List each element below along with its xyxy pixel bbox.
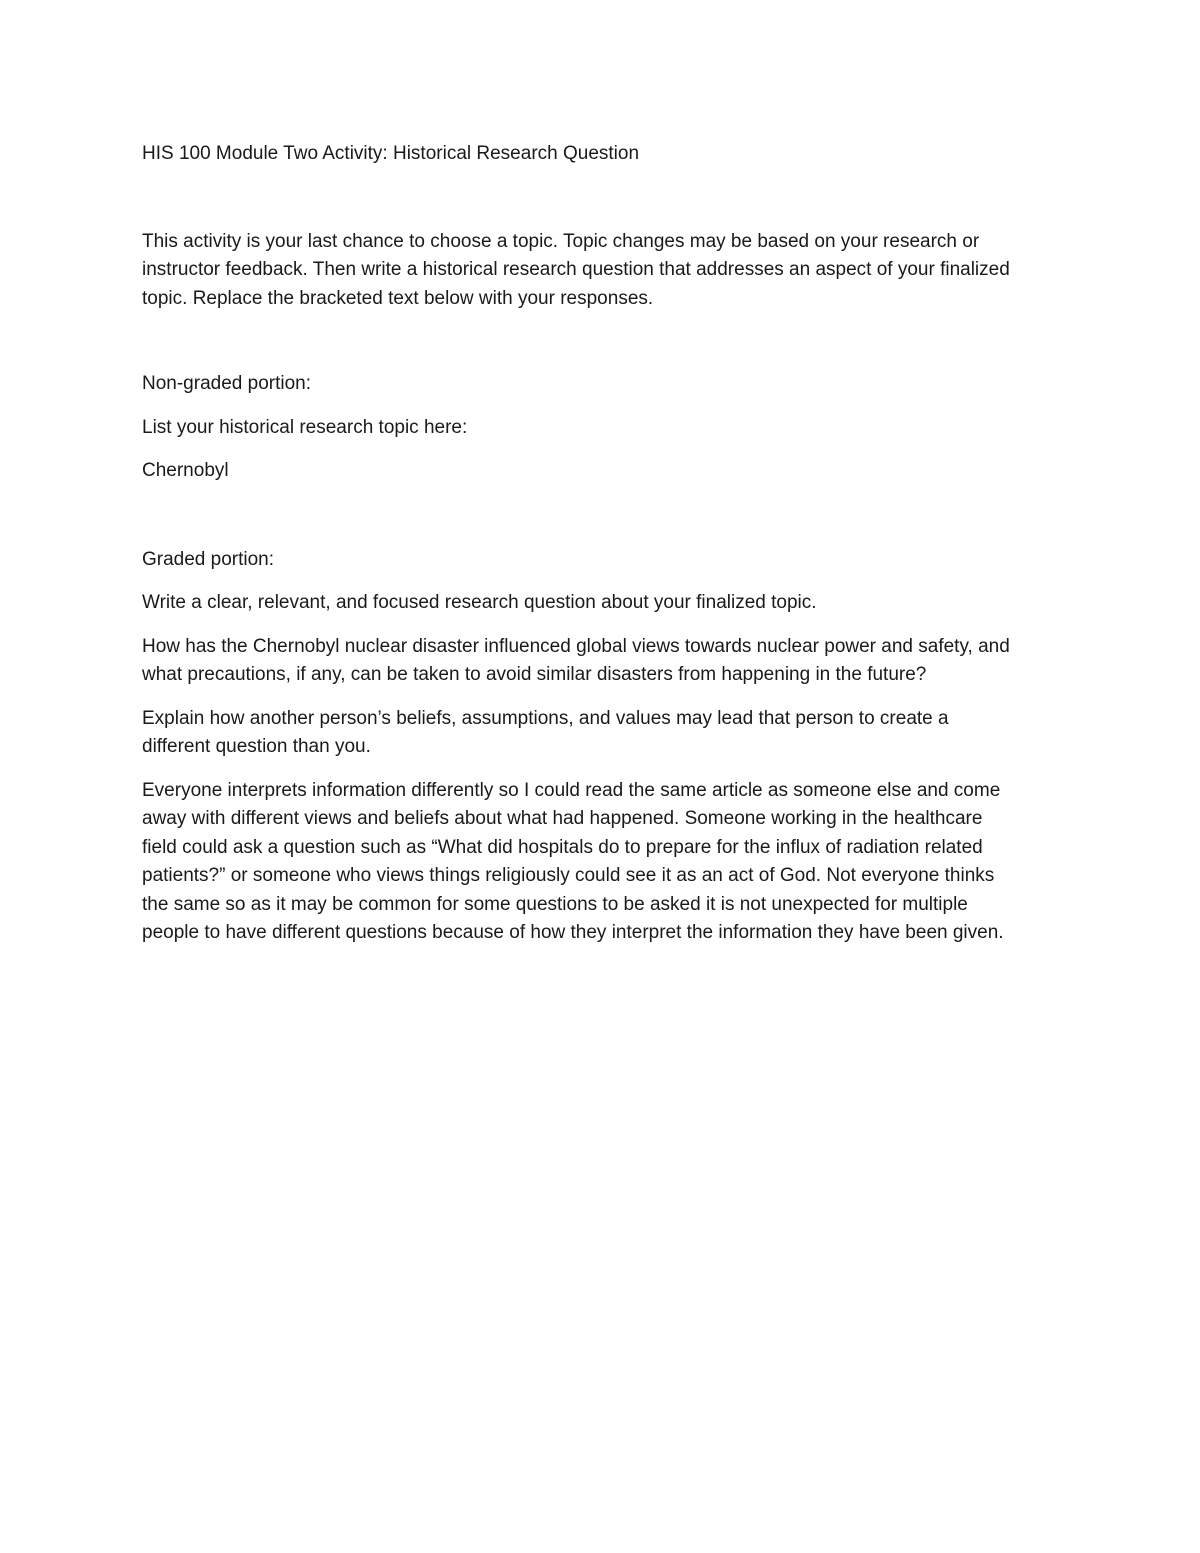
- spacer: [142, 690, 1072, 705]
- spacer: [142, 618, 1072, 633]
- document-body: [142, 140, 1072, 948]
- graded-heading: Graded portion:: [142, 548, 275, 570]
- explain-prompt-line: different question than you.: [142, 736, 371, 757]
- intro-paragraph: [142, 228, 1072, 314]
- question-answer-line: How has the Chernobyl nuclear disaster influenced global views towards nuclear power and safety, and: [142, 635, 1010, 657]
- topic-prompt: List your historical research topic here:: [142, 416, 468, 438]
- non-graded-heading: Non-graded portion:: [142, 373, 311, 394]
- explain-answer-line: people to have different questions because of how they interpret the information they have been given.: [142, 922, 1004, 943]
- document-title: HIS 100 Module Two Activity: Historical Research Question: [142, 143, 640, 164]
- intro-line: topic. Replace the bracketed text below with your responses.: [142, 287, 654, 309]
- spacer: [142, 442, 1072, 457]
- explain-prompt-line: Explain how another person’s beliefs, assumptions, and values may lead that person to create a: [142, 707, 949, 729]
- explain-answer: [142, 777, 1072, 948]
- explain-answer-line: field could ask a question such as “What did hospitals do to prepare for the influx of radiation related: [142, 836, 983, 858]
- topic-answer: Chernobyl: [142, 460, 229, 481]
- spacer: [142, 762, 1072, 777]
- question-prompt: Write a clear, relevant, and focused research question about your finalized topic.: [142, 592, 817, 613]
- explain-answer-line: Everyone interprets information differently so I could read the same article as someone else and come: [142, 779, 1001, 801]
- spacer: [142, 169, 1072, 228]
- explain-prompt: [142, 705, 1072, 762]
- spacer: [142, 486, 1072, 546]
- intro-line: instructor feedback. Then write a historical research question that addresses an aspect of your finalized: [142, 259, 1010, 280]
- spacer: [142, 399, 1072, 414]
- question-answer: [142, 633, 1072, 690]
- question-answer-line: what precautions, if any, can be taken to avoid similar disasters from happening in the future?: [142, 664, 927, 685]
- explain-answer-line: the same so as it may be common for some questions to be asked it is not unexpected for multiple: [142, 893, 968, 915]
- spacer: [142, 313, 1072, 370]
- intro-line: This activity is your last chance to choose a topic. Topic changes may be based on your research or: [142, 230, 980, 252]
- spacer: [142, 574, 1072, 589]
- explain-answer-line: patients?” or someone who views things religiously could see it as an act of God. Not everyone thinks: [142, 865, 995, 886]
- explain-answer-line: away with different views and beliefs about what had happened. Someone working in the healthcare: [142, 808, 983, 829]
